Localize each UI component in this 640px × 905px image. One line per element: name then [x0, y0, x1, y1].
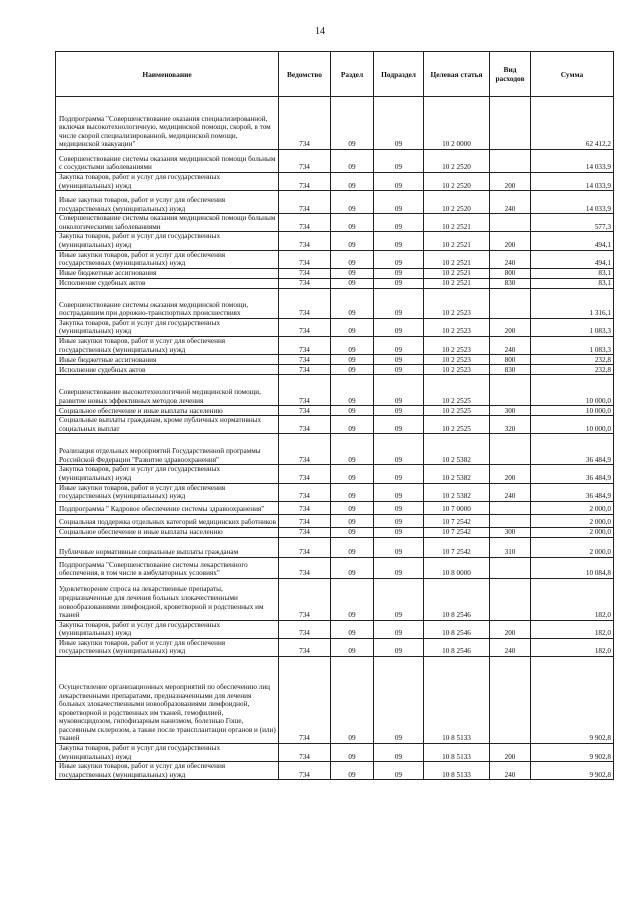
table-row — [56, 638, 614, 656]
row-subsection: 09 — [374, 620, 424, 638]
row-target-article: 10 2 2523 — [424, 355, 490, 365]
row-expense-type — [490, 578, 531, 620]
row-section: 09 — [331, 214, 374, 232]
row-name: Иные бюджетные ассигнования — [56, 355, 279, 365]
row-expense-type: 200 — [490, 318, 531, 336]
row-amount: 2 000,0 — [531, 527, 614, 537]
row-expense-type — [490, 657, 531, 744]
row-subsection: 09 — [374, 465, 424, 483]
row-section: 09 — [331, 416, 374, 434]
row-department: 734 — [279, 501, 331, 514]
row-amount: 2 000,0 — [531, 501, 614, 514]
row-amount: 2 000,0 — [531, 537, 614, 557]
table-row — [56, 278, 614, 288]
column-header-subsection: Подраздел — [374, 52, 424, 97]
row-section: 09 — [331, 744, 374, 762]
row-name: Закупка товаров, работ и услуг для государственных (муниципальных) нужд — [56, 232, 279, 250]
column-header-target-article: Целевая статья — [424, 52, 490, 97]
table-row — [56, 214, 614, 232]
row-target-article: 10 2 5382 — [424, 465, 490, 483]
row-department: 734 — [279, 514, 331, 527]
column-header-department: Ведомство — [279, 52, 331, 97]
row-expense-type — [490, 434, 531, 465]
row-target-article: 10 8 5133 — [424, 657, 490, 744]
row-name: Осуществление организационных мероприятий по обеспечению лиц лекарственными препаратами, предназначенными для лечения больных злокачественными новообразованиями лимфоидной, кроветворной и родственных им тканей, гемофилией, муковисцидозом, гипофизарным нанизмом, болезнью Гоше, рассеянным склерозом, а также после трансплантации органов и (или) тканей — [56, 657, 279, 744]
row-amount: 232,8 — [531, 365, 614, 375]
row-expense-type: 240 — [490, 483, 531, 501]
row-amount: 10 000,0 — [531, 406, 614, 416]
row-section: 09 — [331, 191, 374, 214]
row-amount: 1 083,3 — [531, 318, 614, 336]
row-subsection: 09 — [374, 288, 424, 318]
row-department: 734 — [279, 620, 331, 638]
row-amount: 9 902,8 — [531, 657, 614, 744]
row-amount: 36 484,9 — [531, 434, 614, 465]
row-expense-type: 200 — [490, 744, 531, 762]
row-expense-type: 240 — [490, 250, 531, 268]
row-section: 09 — [331, 232, 374, 250]
row-name: Реализация отдельных мероприятий Государственной программы Российской Федерации "Развитие здравоохранения" — [56, 434, 279, 465]
row-name: Закупка товаров, работ и услуг для государственных (муниципальных) нужд — [56, 173, 279, 191]
row-target-article: 10 2 2523 — [424, 365, 490, 375]
row-amount: 1 316,1 — [531, 288, 614, 318]
row-department: 734 — [279, 150, 331, 173]
table-row — [56, 465, 614, 483]
table-row — [56, 434, 614, 465]
row-section: 09 — [331, 150, 374, 173]
row-department: 734 — [279, 657, 331, 744]
row-name: Социальные выплаты гражданам, кроме публичных нормативных социальных выплат — [56, 416, 279, 434]
row-expense-type — [490, 288, 531, 318]
row-target-article: 10 2 2521 — [424, 214, 490, 232]
column-header-expense-type: Вид расходов — [490, 52, 531, 97]
row-section: 09 — [331, 250, 374, 268]
row-section: 09 — [331, 762, 374, 780]
row-target-article: 10 7 2542 — [424, 514, 490, 527]
row-amount: 14 033,9 — [531, 173, 614, 191]
table-row — [56, 318, 614, 336]
row-section: 09 — [331, 278, 374, 288]
row-name: Иные закупки товаров, работ и услуг для обеспечения государственных (муниципальных) нужд — [56, 762, 279, 780]
row-amount: 36 484,9 — [531, 465, 614, 483]
row-target-article: 10 2 2521 — [424, 232, 490, 250]
row-target-article: 10 7 2542 — [424, 537, 490, 557]
row-department: 734 — [279, 250, 331, 268]
row-section: 09 — [331, 465, 374, 483]
row-name: Совершенствование системы оказания медицинской помощи больным онкологическими заболеваниями — [56, 214, 279, 232]
row-name: Иные закупки товаров, работ и услуг для обеспечения государственных (муниципальных) нужд — [56, 638, 279, 656]
row-target-article: 10 7 2542 — [424, 527, 490, 537]
row-section: 09 — [331, 97, 374, 150]
row-department: 734 — [279, 483, 331, 501]
table-header-row — [56, 52, 614, 97]
row-department: 734 — [279, 762, 331, 780]
row-section: 09 — [331, 578, 374, 620]
row-section: 09 — [331, 638, 374, 656]
row-name: Иные закупки товаров, работ и услуг для обеспечения государственных (муниципальных) нужд — [56, 191, 279, 214]
table-row — [56, 97, 614, 150]
row-section: 09 — [331, 336, 374, 354]
row-target-article: 10 8 5133 — [424, 762, 490, 780]
row-name: Закупка товаров, работ и услуг для государственных (муниципальных) нужд — [56, 744, 279, 762]
row-name: Иные закупки товаров, работ и услуг для обеспечения государственных (муниципальных) нужд — [56, 483, 279, 501]
row-subsection: 09 — [374, 483, 424, 501]
row-target-article: 10 2 2523 — [424, 318, 490, 336]
row-expense-type: 240 — [490, 191, 531, 214]
row-expense-type: 320 — [490, 416, 531, 434]
row-department: 734 — [279, 416, 331, 434]
row-department: 734 — [279, 434, 331, 465]
row-amount: 14 033,9 — [531, 150, 614, 173]
row-name: Удовлетворение спроса на лекарственные препараты, предназначенные для лечения больных злокачественными новообразованиями лимфоидной, кроветворной и родственных им тканей — [56, 578, 279, 620]
row-department: 734 — [279, 537, 331, 557]
row-name: Совершенствование высокотехнологичной медицинской помощи, развитие новых эффективных методов лечения — [56, 375, 279, 406]
row-target-article: 10 2 2520 — [424, 173, 490, 191]
row-name: Подпрограмма " Кадровое обеспечение системы здравоохранения" — [56, 501, 279, 514]
row-department: 734 — [279, 288, 331, 318]
column-header-name: Наименование — [56, 52, 279, 97]
row-subsection: 09 — [374, 365, 424, 375]
row-amount: 9 902,8 — [531, 762, 614, 780]
table-row — [56, 375, 614, 406]
row-name: Иные закупки товаров, работ и услуг для обеспечения государственных (муниципальных) нужд — [56, 336, 279, 354]
row-expense-type: 830 — [490, 365, 531, 375]
row-subsection: 09 — [374, 416, 424, 434]
row-department: 734 — [279, 527, 331, 537]
row-expense-type: 800 — [490, 268, 531, 278]
row-subsection: 09 — [374, 501, 424, 514]
row-department: 734 — [279, 214, 331, 232]
column-header-section: Раздел — [331, 52, 374, 97]
row-department: 734 — [279, 355, 331, 365]
row-expense-type: 200 — [490, 620, 531, 638]
table-row — [56, 501, 614, 514]
row-expense-type: 300 — [490, 527, 531, 537]
row-subsection: 09 — [374, 744, 424, 762]
row-name: Закупка товаров, работ и услуг для государственных (муниципальных) нужд — [56, 620, 279, 638]
row-subsection: 09 — [374, 638, 424, 656]
row-expense-type: 800 — [490, 355, 531, 365]
row-name: Социальное обеспечение и иные выплаты населению — [56, 527, 279, 537]
row-expense-type: 240 — [490, 336, 531, 354]
row-amount: 62 412,2 — [531, 97, 614, 150]
row-department: 734 — [279, 744, 331, 762]
row-target-article: 10 2 2520 — [424, 191, 490, 214]
row-subsection: 09 — [374, 250, 424, 268]
row-subsection: 09 — [374, 434, 424, 465]
row-expense-type — [490, 375, 531, 406]
row-amount: 83,1 — [531, 268, 614, 278]
row-department: 734 — [279, 578, 331, 620]
table-row — [56, 620, 614, 638]
row-section: 09 — [331, 620, 374, 638]
row-target-article: 10 2 2521 — [424, 278, 490, 288]
row-amount: 182,0 — [531, 578, 614, 620]
row-expense-type: 200 — [490, 232, 531, 250]
row-subsection: 09 — [374, 406, 424, 416]
row-amount: 494,1 — [531, 232, 614, 250]
row-section: 09 — [331, 537, 374, 557]
row-subsection: 09 — [374, 355, 424, 365]
row-name: Закупка товаров, работ и услуг для государственных (муниципальных) нужд — [56, 465, 279, 483]
row-name: Совершенствование системы оказания медицинской помощи, пострадавшим при дорожно-транспортных происшествиях — [56, 288, 279, 318]
table-row — [56, 578, 614, 620]
row-amount: 2 000,0 — [531, 514, 614, 527]
row-target-article: 10 7 0000 — [424, 501, 490, 514]
row-subsection: 09 — [374, 537, 424, 557]
row-department: 734 — [279, 465, 331, 483]
table-row — [56, 268, 614, 278]
row-expense-type — [490, 557, 531, 578]
row-subsection: 09 — [374, 232, 424, 250]
row-subsection: 09 — [374, 191, 424, 214]
row-section: 09 — [331, 288, 374, 318]
table-body — [56, 97, 614, 780]
row-target-article: 10 8 0000 — [424, 557, 490, 578]
table-row — [56, 365, 614, 375]
table-row — [56, 514, 614, 527]
row-target-article: 10 2 2525 — [424, 375, 490, 406]
table-row — [56, 762, 614, 780]
row-target-article: 10 8 2546 — [424, 578, 490, 620]
row-expense-type: 240 — [490, 762, 531, 780]
row-target-article: 10 2 2520 — [424, 150, 490, 173]
row-subsection: 09 — [374, 762, 424, 780]
row-department: 734 — [279, 406, 331, 416]
row-amount: 182,0 — [531, 638, 614, 656]
row-amount: 36 484,9 — [531, 483, 614, 501]
row-name: Иные закупки товаров, работ и услуг для обеспечения государственных (муниципальных) нужд — [56, 250, 279, 268]
row-subsection: 09 — [374, 150, 424, 173]
row-section: 09 — [331, 355, 374, 365]
row-expense-type — [490, 150, 531, 173]
row-subsection: 09 — [374, 173, 424, 191]
row-section: 09 — [331, 527, 374, 537]
row-section: 09 — [331, 483, 374, 501]
table-row — [56, 336, 614, 354]
row-amount: 9 902,8 — [531, 744, 614, 762]
row-name: Совершенствование системы оказания медицинской помощи больным с сосудистыми заболеваниями — [56, 150, 279, 173]
table-row — [56, 483, 614, 501]
row-subsection: 09 — [374, 318, 424, 336]
row-target-article: 10 2 2525 — [424, 416, 490, 434]
table-row — [56, 232, 614, 250]
row-target-article: 10 2 0000 — [424, 97, 490, 150]
row-department: 734 — [279, 97, 331, 150]
row-target-article: 10 2 2521 — [424, 268, 490, 278]
row-section: 09 — [331, 375, 374, 406]
row-department: 734 — [279, 268, 331, 278]
row-target-article: 10 2 5382 — [424, 483, 490, 501]
row-amount: 577,3 — [531, 214, 614, 232]
row-department: 734 — [279, 557, 331, 578]
row-section: 09 — [331, 318, 374, 336]
row-section: 09 — [331, 501, 374, 514]
row-expense-type: 830 — [490, 278, 531, 288]
row-subsection: 09 — [374, 657, 424, 744]
page-number: 14 — [315, 26, 325, 37]
row-department: 734 — [279, 336, 331, 354]
row-expense-type: 300 — [490, 406, 531, 416]
row-section: 09 — [331, 557, 374, 578]
table-row — [56, 537, 614, 557]
row-expense-type — [490, 97, 531, 150]
table-row — [56, 250, 614, 268]
row-amount: 1 083,3 — [531, 336, 614, 354]
row-name: Публичные нормативные социальные выплаты гражданам — [56, 537, 279, 557]
row-amount: 10 000,0 — [531, 416, 614, 434]
table-row — [56, 657, 614, 744]
table-row — [56, 288, 614, 318]
row-department: 734 — [279, 638, 331, 656]
row-target-article: 10 2 2523 — [424, 288, 490, 318]
row-department: 734 — [279, 365, 331, 375]
row-department: 734 — [279, 232, 331, 250]
table-row — [56, 191, 614, 214]
row-name: Подпрограмма "Совершенствование оказания специализированной, включая высокотехнологичную, медицинской помощи, скорой, в том числе скорой специализированной, медицинской помощи, медицинской эвакуации" — [56, 97, 279, 150]
table-row — [56, 406, 614, 416]
row-amount: 182,0 — [531, 620, 614, 638]
row-name: Иные бюджетные ассигнования — [56, 268, 279, 278]
row-amount: 83,1 — [531, 278, 614, 288]
row-expense-type — [490, 214, 531, 232]
row-department: 734 — [279, 278, 331, 288]
row-subsection: 09 — [374, 214, 424, 232]
row-subsection: 09 — [374, 557, 424, 578]
row-amount: 10 084,8 — [531, 557, 614, 578]
row-department: 734 — [279, 318, 331, 336]
row-expense-type — [490, 501, 531, 514]
row-subsection: 09 — [374, 578, 424, 620]
table-row — [56, 416, 614, 434]
row-name: Социальное обеспечение и иные выплаты населению — [56, 406, 279, 416]
row-expense-type: 310 — [490, 537, 531, 557]
row-subsection: 09 — [374, 278, 424, 288]
row-target-article: 10 2 2521 — [424, 250, 490, 268]
row-subsection: 09 — [374, 514, 424, 527]
table-row — [56, 557, 614, 578]
row-section: 09 — [331, 514, 374, 527]
budget-table — [55, 51, 614, 780]
row-section: 09 — [331, 434, 374, 465]
column-header-amount: Сумма — [531, 52, 614, 97]
row-department: 734 — [279, 191, 331, 214]
row-amount: 494,1 — [531, 250, 614, 268]
row-expense-type: 200 — [490, 173, 531, 191]
row-section: 09 — [331, 657, 374, 744]
row-name: Социальная поддержка отдельных категорий медицинских работников — [56, 514, 279, 527]
row-section: 09 — [331, 268, 374, 278]
row-expense-type: 200 — [490, 465, 531, 483]
row-department: 734 — [279, 375, 331, 406]
row-expense-type — [490, 514, 531, 527]
row-target-article: 10 8 2546 — [424, 620, 490, 638]
row-target-article: 10 8 2546 — [424, 638, 490, 656]
row-name: Закупка товаров, работ и услуг для государственных (муниципальных) нужд — [56, 318, 279, 336]
row-target-article: 10 2 2525 — [424, 406, 490, 416]
row-section: 09 — [331, 365, 374, 375]
row-expense-type: 240 — [490, 638, 531, 656]
row-amount: 14 033,9 — [531, 191, 614, 214]
row-subsection: 09 — [374, 268, 424, 278]
row-subsection: 09 — [374, 97, 424, 150]
row-name: Исполнение судебных актов — [56, 278, 279, 288]
row-target-article: 10 8 5133 — [424, 744, 490, 762]
row-target-article: 10 2 2523 — [424, 336, 490, 354]
row-amount: 10 000,0 — [531, 375, 614, 406]
row-name: Подпрограмма "Совершенствование системы лекарственного обеспечения, в том числе в амбулаторных условиях" — [56, 557, 279, 578]
row-department: 734 — [279, 173, 331, 191]
table-row — [56, 355, 614, 365]
row-amount: 232,8 — [531, 355, 614, 365]
row-target-article: 10 2 5382 — [424, 434, 490, 465]
table-row — [56, 527, 614, 537]
row-name: Исполнение судебных актов — [56, 365, 279, 375]
row-subsection: 09 — [374, 527, 424, 537]
table-row — [56, 744, 614, 762]
row-section: 09 — [331, 173, 374, 191]
row-subsection: 09 — [374, 375, 424, 406]
row-subsection: 09 — [374, 336, 424, 354]
table-row — [56, 150, 614, 173]
row-section: 09 — [331, 406, 374, 416]
table-row — [56, 173, 614, 191]
